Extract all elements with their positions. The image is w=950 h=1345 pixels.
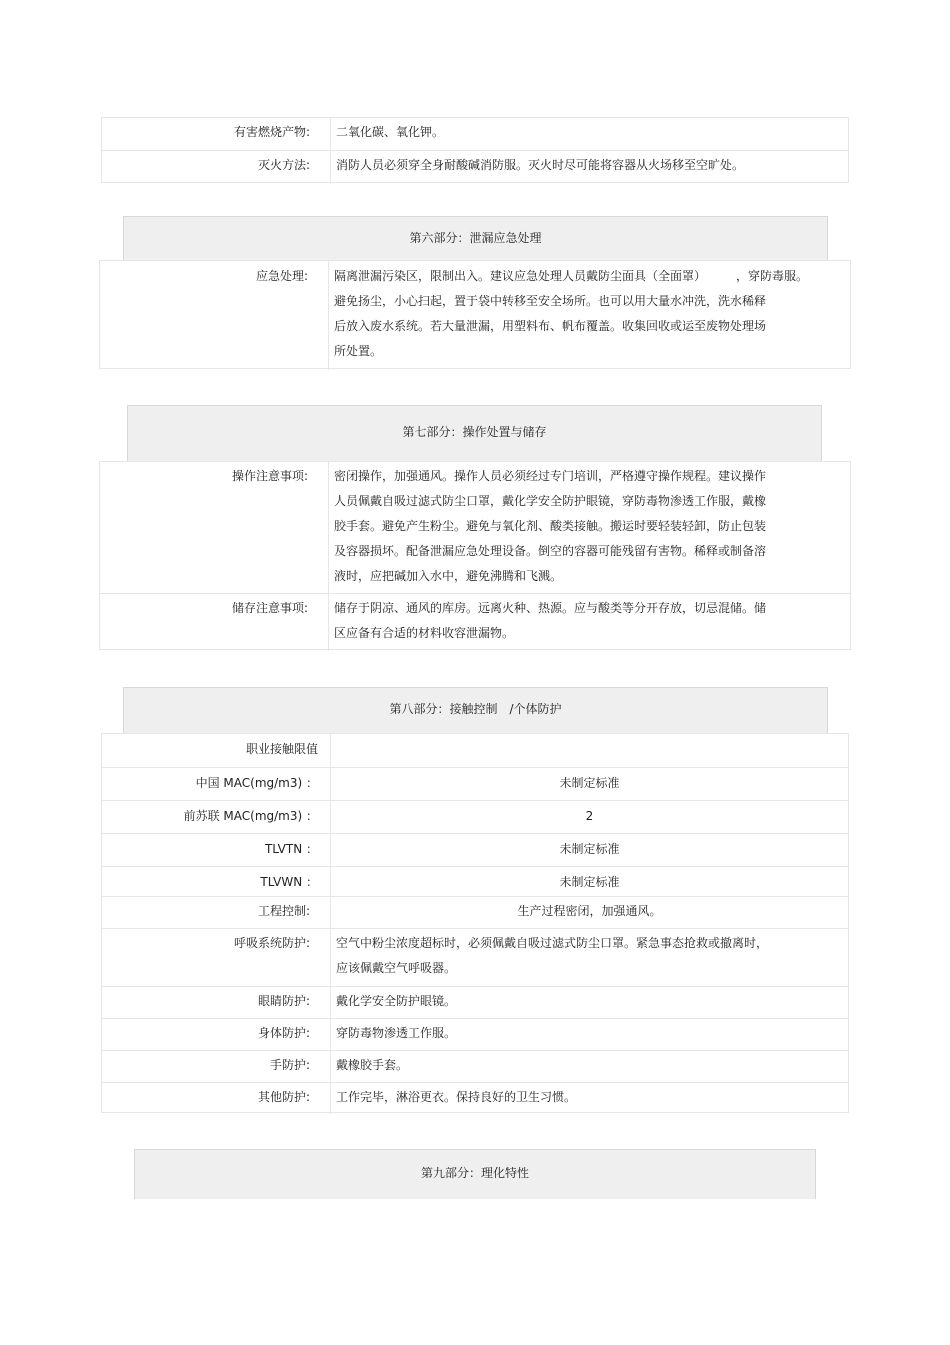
value-text: 工作完毕，淋浴更衣。保持良好的卫生习惯。 xyxy=(336,1090,577,1104)
value-line: 应该佩戴空气呼吸器。 xyxy=(336,961,457,975)
table-row xyxy=(102,928,848,986)
section6-table xyxy=(99,260,851,369)
value-line: 所处置。 xyxy=(334,344,383,358)
section-title: 第七部分：操作处置与储存 xyxy=(402,425,547,439)
table-row xyxy=(102,150,848,184)
section-header xyxy=(123,216,828,260)
value-text: 二氧化碳、氧化钾。 xyxy=(336,125,445,139)
row-value xyxy=(330,1083,848,1114)
row-value xyxy=(330,867,848,896)
row-value xyxy=(330,1051,848,1082)
value-text: 消防人员必须穿全身耐酸碱消防服。灭火时尽可能将容器从火场移至空旷处。 xyxy=(336,158,745,172)
row-value xyxy=(330,1019,848,1050)
row-label: 操作注意事项: xyxy=(231,469,308,483)
table-row xyxy=(102,734,848,767)
table-row xyxy=(102,833,848,866)
section-header xyxy=(123,687,828,733)
value-line: 胶手套。避免产生粉尘。避免与氧化剂、酸类接触。搬运时要轻装轻卸，防止包装 xyxy=(334,519,767,533)
section-header xyxy=(127,405,822,461)
row-label: 前苏联 MAC(mg/m3) ： xyxy=(183,809,318,823)
value-line: 密闭操作，加强通风。操作人员必须经过专门培训，严格遵守操作规程。建议操作 xyxy=(334,469,767,483)
row-value xyxy=(330,801,848,833)
table-row xyxy=(102,1018,848,1050)
table-row xyxy=(100,593,850,651)
row-value xyxy=(330,118,848,150)
value-text: 生产过程密闭，加强通风。 xyxy=(517,904,662,918)
table-row xyxy=(102,800,848,833)
row-label: TLVTN ： xyxy=(264,842,318,856)
section-title: 第六部分：泄漏应急处理 xyxy=(409,231,542,245)
row-label: 手防护: xyxy=(269,1058,310,1072)
value-line: 液时，应把碱加入水中，避免沸腾和飞溅。 xyxy=(334,569,563,583)
value-text: 戴橡胶手套。 xyxy=(336,1058,409,1072)
table-row xyxy=(102,1082,848,1114)
row-label: 呼吸系统防护: xyxy=(233,936,310,950)
row-label: 眼睛防护: xyxy=(257,994,310,1008)
table-row xyxy=(102,866,848,896)
table-row xyxy=(100,462,850,593)
row-label: 灭火方法: xyxy=(257,158,310,172)
value-text: 未制定标准 xyxy=(559,875,620,889)
row-label: 工程控制: xyxy=(257,904,310,918)
row-label: 身体防护: xyxy=(257,1026,310,1040)
table-row xyxy=(102,896,848,928)
section7-table xyxy=(99,461,851,650)
value-line: 后放入废水系统。若大量泄漏，用塑料布、帆布覆盖。收集回收或运至废物处理场 xyxy=(334,319,767,333)
row-value xyxy=(330,768,848,800)
value-line: 区应备有合适的材料收容泄漏物。 xyxy=(334,626,515,640)
row-label: 中国 MAC(mg/m3) ： xyxy=(195,776,318,790)
table-row xyxy=(102,1050,848,1082)
row-value xyxy=(330,151,848,184)
value-text: 未制定标准 xyxy=(559,776,620,790)
table-row xyxy=(102,986,848,1018)
value-text: 未制定标准 xyxy=(559,842,620,856)
value-text: 戴化学安全防护眼镜。 xyxy=(336,994,457,1008)
row-label: 储存注意事项: xyxy=(231,601,308,615)
row-value xyxy=(330,897,848,928)
value-line: 人员佩戴自吸过滤式防尘口罩，戴化学安全防护眼镜，穿防毒物渗透工作服，戴橡 xyxy=(334,494,767,508)
table-row xyxy=(100,261,850,370)
value-line: 储存于阴凉、通风的库房。远离火种、热源。应与酸类等分开存放，切忌混储。储 xyxy=(334,601,767,615)
row-value xyxy=(330,929,848,986)
value-line: 空气中粉尘浓度超标时，必须佩戴自吸过滤式防尘口罩。紧急事态抢救或撤离时， xyxy=(336,936,769,950)
row-value xyxy=(328,462,850,593)
value-text: 穿防毒物渗透工作服。 xyxy=(336,1026,457,1040)
table-row xyxy=(102,118,848,150)
row-label: 职业接触限值 xyxy=(245,742,318,756)
value-line: 避免扬尘，小心扫起，置于袋中转移至安全场所。也可以用大量水冲洗，洗水稀释 xyxy=(334,294,767,308)
row-value xyxy=(328,594,850,651)
section-title: 第八部分：接触控制 /个体防护 xyxy=(389,702,562,716)
row-value xyxy=(330,734,848,767)
row-label: TLVWN ： xyxy=(260,875,318,889)
section8-table xyxy=(101,733,849,1113)
value-text: 2 xyxy=(585,809,594,823)
row-value xyxy=(330,834,848,866)
section-title: 第九部分：理化特性 xyxy=(420,1166,529,1180)
row-label: 有害燃烧产物: xyxy=(233,125,310,139)
section-header xyxy=(134,1149,816,1199)
value-line: 隔离泄漏污染区，限制出入。建议应急处理人员戴防尘面具（全面罩） ，穿防毒服。 xyxy=(334,269,809,283)
value-line: 及容器损坏。配备泄漏应急处理设备。倒空的容器可能残留有害物。稀释或制备溶 xyxy=(334,544,767,558)
row-label: 其他防护: xyxy=(257,1090,310,1104)
row-value xyxy=(330,987,848,1018)
fire-table xyxy=(101,117,849,183)
row-value xyxy=(328,261,850,370)
table-row xyxy=(102,767,848,800)
row-label: 应急处理: xyxy=(255,269,308,283)
